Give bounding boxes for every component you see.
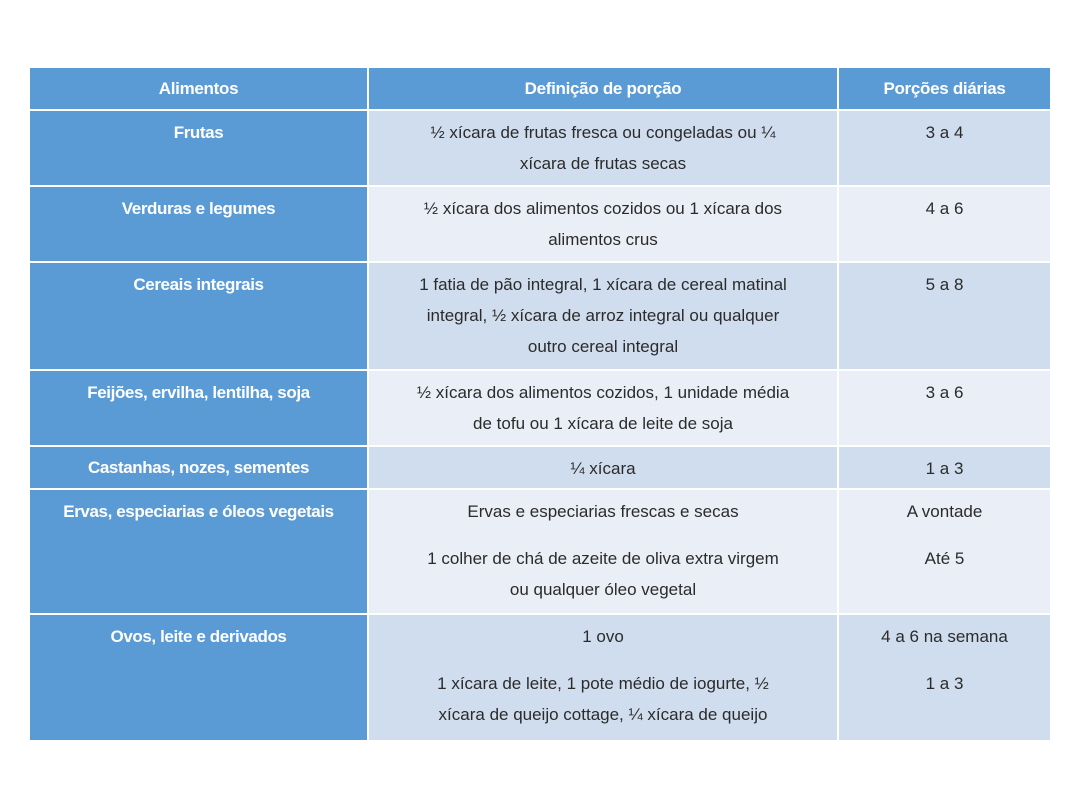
row-food-fruits: Frutas xyxy=(30,111,369,187)
servings-value: 4 a 6 na semana xyxy=(881,627,1008,646)
header-portion-definition: Definição de porção xyxy=(369,68,839,111)
row-definition-nuts-seeds xyxy=(369,447,839,490)
row-food-herbs-oils: Ervas, especiarias e óleos vegetais xyxy=(30,490,369,615)
definition-line: 1 fatia de pão integral, 1 xícara de cereal matinal xyxy=(419,275,787,294)
servings-value: A vontade xyxy=(906,502,983,521)
row-definition-vegetables xyxy=(369,187,839,263)
servings-value: Até 5 xyxy=(924,549,965,568)
row-food-vegetables: Verduras e legumes xyxy=(30,187,369,263)
row-definition-whole-grains xyxy=(369,263,839,371)
servings-value: 4 a 6 xyxy=(925,199,964,218)
servings-value: 3 a 6 xyxy=(925,383,964,402)
row-servings-vegetables xyxy=(839,187,1050,263)
servings-value: 5 a 8 xyxy=(925,275,964,294)
row-food-nuts-seeds: Castanhas, nozes, sementes xyxy=(30,447,369,490)
definition-line: alimentos crus xyxy=(548,230,658,249)
row-servings-eggs-dairy xyxy=(839,615,1050,740)
servings-value: 3 a 4 xyxy=(925,123,964,142)
spacer xyxy=(369,652,837,668)
row-servings-fruits xyxy=(839,111,1050,187)
spacer xyxy=(839,652,1050,668)
definition-line: ou qualquer óleo vegetal xyxy=(509,580,697,599)
food-portion-table xyxy=(30,68,1050,740)
row-servings-herbs-oils xyxy=(839,490,1050,615)
row-servings-whole-grains xyxy=(839,263,1050,371)
definition-line: 1 xícara de leite, 1 pote médio de iogurte, ½ xyxy=(437,674,769,693)
header-daily-servings: Porções diárias xyxy=(839,68,1050,111)
row-food-eggs-dairy: Ovos, leite e derivados xyxy=(30,615,369,740)
definition-line: 1 colher de chá de azeite de oliva extra virgem xyxy=(427,549,779,568)
definition-line: integral, ½ xícara de arroz integral ou qualquer xyxy=(426,306,780,325)
definition-line: xícara de queijo cottage, ¼ xícara de queijo xyxy=(438,705,768,724)
row-servings-legumes xyxy=(839,371,1050,447)
servings-value: 1 a 3 xyxy=(925,459,964,478)
header-foods: Alimentos xyxy=(30,68,369,111)
row-definition-herbs-oils xyxy=(369,490,839,615)
definition-line: 1 ovo xyxy=(582,627,624,646)
spacer xyxy=(369,527,837,543)
definition-line: xícara de frutas secas xyxy=(519,154,687,173)
definition-line: ¼ xícara xyxy=(570,459,636,478)
definition-line: Ervas e especiarias frescas e secas xyxy=(467,502,739,521)
row-food-whole-grains: Cereais integrais xyxy=(30,263,369,371)
row-definition-eggs-dairy xyxy=(369,615,839,740)
definition-line: ½ xícara dos alimentos cozidos, 1 unidade média xyxy=(416,383,790,402)
servings-value: 1 a 3 xyxy=(925,674,964,693)
definition-line: ½ xícara de frutas fresca ou congeladas ou ¼ xyxy=(430,123,776,142)
row-definition-fruits xyxy=(369,111,839,187)
spacer xyxy=(839,527,1050,543)
row-definition-legumes xyxy=(369,371,839,447)
row-servings-nuts-seeds xyxy=(839,447,1050,490)
definition-line: ½ xícara dos alimentos cozidos ou 1 xícara dos xyxy=(423,199,783,218)
row-food-legumes: Feijões, ervilha, lentilha, soja xyxy=(30,371,369,447)
definition-line: outro cereal integral xyxy=(527,337,679,356)
definition-line: de tofu ou 1 xícara de leite de soja xyxy=(473,414,733,433)
